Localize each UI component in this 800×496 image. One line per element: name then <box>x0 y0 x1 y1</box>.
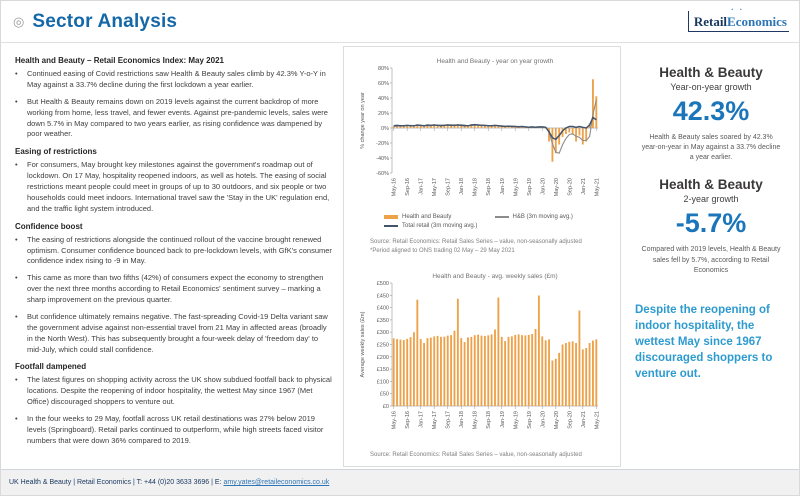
svg-text:May-18: May-18 <box>472 178 479 197</box>
stat-subtitle: 2-year growth <box>683 194 739 205</box>
svg-text:May-18: May-18 <box>472 411 479 430</box>
section-heading: Easing of restrictions <box>15 147 97 157</box>
stat-value: 42.3% <box>672 96 750 126</box>
page-title: Sector Analysis <box>32 10 178 32</box>
stats-column <box>621 43 799 469</box>
bullet-marker: • <box>15 234 18 244</box>
weekly-sales-chart-canvas <box>358 270 606 445</box>
svg-text:May-17: May-17 <box>432 178 439 197</box>
svg-text:Sep-19: Sep-19 <box>526 411 533 429</box>
svg-text:May-16: May-16 <box>391 411 398 430</box>
bullet-marker: • <box>15 96 18 106</box>
section-heading: Confidence boost <box>15 221 83 231</box>
svg-text:£450: £450 <box>376 293 389 300</box>
svg-text:Jan-17: Jan-17 <box>418 411 425 428</box>
bullet-marker: • <box>15 160 18 170</box>
svg-text:May-19: May-19 <box>513 178 520 197</box>
bullet-item: • Continued easing of Covid restrictions saw Health & Beauty sales climb by 42.3% Y-o-Y in May against a 33.7% decline during the first lockdown a year earlier. <box>15 69 326 89</box>
svg-text:Sep-20: Sep-20 <box>567 411 574 429</box>
legend-item-hb-moving-avg: H&B (3m moving avg.) <box>495 214 600 220</box>
chart-source-note: Source: Retail Economics: Retail Sales Series – value, non-seasonally adjusted <box>370 452 582 458</box>
svg-text:Sep-20: Sep-20 <box>567 178 574 196</box>
chart-source-note: Source: Retail Economics: Retail Sales Series – value, non-seasonally adjusted *Period aligned to ONS trading 02 May – 29 May 2021 <box>370 238 606 256</box>
svg-text:Sep-17: Sep-17 <box>445 178 452 196</box>
yoy-growth-chart <box>358 55 606 256</box>
svg-text:Jan-18: Jan-18 <box>459 178 466 195</box>
svg-text:-20%: -20% <box>376 141 389 147</box>
svg-text:Jan-20: Jan-20 <box>540 178 547 195</box>
pull-quote: Despite the reopening of indoor hospitality, the wettest May since 1967 discouraged shoppers to venture out. <box>635 303 773 381</box>
footer-bar <box>1 469 799 495</box>
svg-text:40%: 40% <box>377 96 389 102</box>
svg-text:Jan-18: Jan-18 <box>459 411 466 428</box>
stat-caption: Compared with 2019 levels, Health & Beauty sales fell by 5.7%, according to Retail Economics <box>641 246 781 274</box>
footer-contact-text: UK Health & Beauty | Retail Economics | T: +44 (0)20 3633 3696 | E: amy.yates@retaileconomics.co.uk <box>9 479 330 486</box>
logo-text-retail: Retail <box>693 14 728 29</box>
yoy-growth-chart-canvas <box>358 55 606 212</box>
svg-text:£50: £50 <box>379 391 389 398</box>
svg-text:£300: £300 <box>376 330 389 337</box>
stat-2-year-growth <box>635 177 787 275</box>
bullet-marker: • <box>15 375 18 385</box>
header <box>1 1 799 43</box>
svg-text:Jan-21: Jan-21 <box>580 178 587 195</box>
stat-yoy-growth <box>635 65 787 163</box>
chart-footnote: *Period aligned to ONS trading 02 May – 29 May 2021 <box>370 248 515 254</box>
logo-text-economics: Economics <box>727 14 787 29</box>
svg-text:May-20: May-20 <box>553 178 560 197</box>
section-confidence-boost <box>15 222 333 356</box>
svg-text:May-20: May-20 <box>553 411 560 430</box>
svg-text:Jan-19: Jan-19 <box>499 411 506 428</box>
svg-text:£350: £350 <box>376 317 389 324</box>
svg-text:-40%: -40% <box>376 156 389 162</box>
navy-line-swatch-icon <box>384 225 398 227</box>
svg-text:0%: 0% <box>381 126 389 132</box>
svg-text:Sep-16: Sep-16 <box>405 178 412 196</box>
svg-text:% change year on year: % change year on year <box>360 92 366 149</box>
section-heading: Health and Beauty – Retail Economics Index: May 2021 <box>15 56 224 65</box>
svg-text:May-17: May-17 <box>432 411 439 430</box>
section-easing-of-restrictions <box>15 147 333 214</box>
section-index-summary <box>15 56 333 140</box>
svg-text:May-19: May-19 <box>513 411 520 430</box>
bullet-item: • In the four weeks to 29 May, footfall across UK retail destinations was 27% below 2019 levels (Springboard). Retail parks continued to outperform, while high streets faced visitor numbers that were down 36% compared to 2019. <box>15 414 324 445</box>
legend-item-total-retail: Total retail (3m moving avg.) <box>384 223 489 229</box>
section-footfall-dampened <box>15 362 333 446</box>
stat-subtitle: Year-on-year growth <box>670 82 752 92</box>
stat-title: Health & Beauty <box>659 177 763 193</box>
svg-text:Jan-21: Jan-21 <box>580 411 587 428</box>
bullet-marker: • <box>15 69 18 78</box>
bullet-item: • For consumers, May brought key milestones against the government's roadmap out of lockdown. On 17 May, hospitality reopened indoors, as well as hotels. The easing of social restrictions meant people could meet in groups of up to 30 outdoors, and six people or two households could meet indoors. International travel saw the 'Stay in the UK' regulation end, and the traffic light system introduced. <box>15 160 330 213</box>
svg-text:£200: £200 <box>376 354 389 361</box>
svg-text:Sep-17: Sep-17 <box>445 411 452 429</box>
svg-text:Health and Beauty - avg. weekl: Health and Beauty - avg. weekly sales (£m) <box>432 273 558 280</box>
chart-legend <box>384 214 599 229</box>
svg-text:May-21: May-21 <box>594 411 601 430</box>
svg-text:£100: £100 <box>376 379 389 386</box>
svg-text:May-16: May-16 <box>391 178 398 197</box>
svg-text:Sep-16: Sep-16 <box>405 411 412 429</box>
bullet-item: • But confidence ultimately remains negative. The fast-spreading Covid-19 Delta variant saw the government advise against non-essential travel from 21 May in affected areas (broadly in the North West). This has subsequently brought a four-week delay of 'freedom day' to mid-July, which could stall confidence. <box>15 311 328 354</box>
svg-text:-60%: -60% <box>376 171 389 177</box>
orange-bar-swatch-icon <box>384 215 398 219</box>
narrative-column <box>1 43 343 469</box>
svg-text:Health and Beauty - year on ye: Health and Beauty - year on year growth <box>436 58 554 65</box>
main-content <box>1 43 799 469</box>
svg-text:£0: £0 <box>382 404 389 410</box>
bullet-item: • The easing of restrictions alongside the continued rollout of the vaccine brought renewed optimism. Consumer confidence bounced back to pre-lockdown levels, with GfK's consumer confidence index rising to -9 in May. <box>15 234 332 266</box>
weekly-sales-chart <box>358 270 606 458</box>
stat-title: Health & Beauty <box>659 65 763 80</box>
svg-text:Sep-18: Sep-18 <box>486 178 493 196</box>
charts-panel <box>343 46 621 467</box>
svg-text:20%: 20% <box>377 111 389 117</box>
legend-item-health-and-beauty: Health and Beauty <box>384 214 489 220</box>
svg-text:Average weekly sales (£m): Average weekly sales (£m) <box>360 311 366 378</box>
grey-line-swatch-icon <box>495 216 509 218</box>
bullet-marker: • <box>15 414 18 423</box>
logo-dots-decoration: · · <box>730 5 745 14</box>
stat-value: -5.7% <box>675 208 747 239</box>
footer-email-link[interactable]: amy.yates@retaileconomics.co.uk <box>223 479 330 486</box>
svg-text:Jan-19: Jan-19 <box>499 178 506 195</box>
section-heading: Footfall dampened <box>15 362 87 372</box>
bullet-marker: • <box>15 273 18 283</box>
svg-text:£250: £250 <box>376 342 389 349</box>
bullet-item: • The latest figures on shopping activity across the UK show subdued footfall back to physical locations. Despite the reopening of indoor hospitality, the wettest May since 1967 (Met Office) discouraged shoppers to venture out. <box>15 375 332 407</box>
target-circle-icon: ◎ <box>13 13 25 29</box>
stat-caption: Health & Beauty sales soared by 42.3% year-on-year in May against a 33.7% decline a year earlier. <box>641 134 781 162</box>
svg-text:£400: £400 <box>376 305 389 312</box>
svg-text:May-21: May-21 <box>594 177 601 197</box>
svg-text:80%: 80% <box>377 66 389 72</box>
svg-text:Sep-19: Sep-19 <box>526 178 533 196</box>
svg-text:60%: 60% <box>377 81 389 87</box>
retail-economics-logo <box>688 5 789 32</box>
svg-text:Jan-17: Jan-17 <box>418 178 425 195</box>
svg-text:£150: £150 <box>376 367 389 374</box>
svg-text:Sep-18: Sep-18 <box>486 411 493 429</box>
bullet-item: • This came as more than two fifths (42%) of consumers expect the economy to strengthen over the next three months according to Retail Economics' sentiment survey – marking a sharp improvement on the previous quarter. <box>15 273 324 304</box>
bullet-item: • But Health & Beauty remains down on 2019 levels against the current backdrop of more working from home, less travel, and fewer events. Against pre-pandemic levels, sales were down 5.7% in May compared to two years earlier, as rising confidence was dampened by poor weather. <box>15 96 328 139</box>
bullet-marker: • <box>15 311 18 321</box>
svg-text:Jan-20: Jan-20 <box>540 411 547 428</box>
svg-text:£500: £500 <box>376 281 389 287</box>
